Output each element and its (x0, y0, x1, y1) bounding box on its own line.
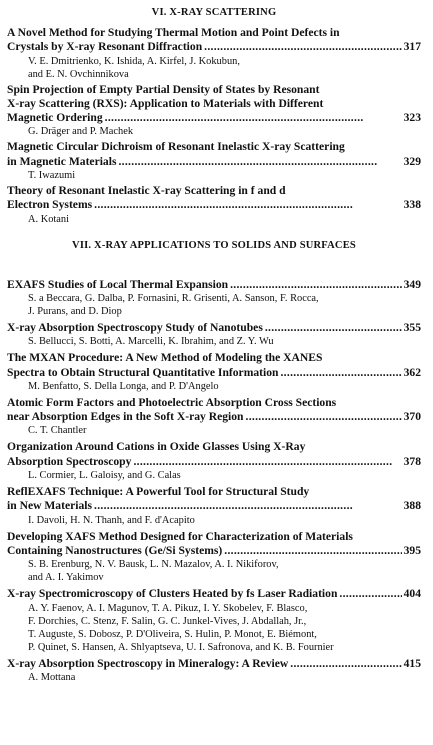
author-line: and A. I. Yakimov (28, 572, 104, 584)
entry-title-line: Containing Nanostructures (Ge/Si Systems) (7, 543, 223, 557)
entry-title-line: Crystals by X-ray Resonant Diffraction (7, 40, 203, 54)
author-line: P. Quinet, S. Hansen, A. Shlyaptseva, U. I. Safronova, and K. B. Fournier (28, 641, 334, 653)
entry-authors (7, 602, 421, 654)
author-line: A. Mottana (28, 671, 76, 683)
entry-authors (7, 213, 421, 226)
entry-authors (7, 169, 421, 182)
toc-entry[interactable] (7, 440, 421, 482)
dot-leader (118, 155, 401, 169)
entry-title-line: Theory of Resonant Inelastic X-ray Scattering in f and d (7, 184, 286, 198)
dot-leader (265, 321, 402, 335)
dot-leader (105, 111, 402, 125)
author-line: T. Auguste, S. Dobosz, P. D'Oliveira, S. Hulin, P. Monot, E. Biémont, (28, 628, 317, 640)
entry-title-line: EXAFS Studies of Local Thermal Expansion (7, 277, 229, 291)
page-number[interactable]: 317 (403, 40, 421, 54)
author-line: F. Dorchies, C. Stenz, F. Salin, G. C. Junkel-Vives, J. Abdallah, Jr., (28, 615, 307, 627)
toc-entry[interactable] (7, 278, 421, 318)
page-number[interactable]: 370 (403, 410, 421, 424)
author-line: S. Bellucci, S. Botti, A. Marcelli, K. Ibrahim, and Z. Y. Wu (28, 336, 274, 348)
page-number[interactable]: 323 (403, 111, 421, 125)
author-line: T. Iwazumi (28, 170, 76, 182)
section-entries (7, 278, 421, 684)
page-number[interactable]: 362 (403, 365, 421, 379)
entry-authors (7, 424, 421, 437)
entry-title-line: Spin Projection of Empty Partial Density of States by Resonant (7, 82, 320, 96)
author-line: S. B. Erenburg, N. V. Bausk, L. N. Mazalov, A. I. Nikiforov, (28, 559, 279, 571)
entry-title-line: near Absorption Edges in the Soft X-ray Region (7, 410, 244, 424)
dot-leader (133, 455, 401, 469)
author-line: S. a Beccara, G. Dalba, P. Fornasini, R. Grisenti, A. Sanson, F. Rocca, (28, 292, 319, 304)
entry-title-line: Organization Around Cations in Oxide Glasses Using X-Ray (7, 440, 306, 454)
dot-leader (339, 587, 401, 601)
entry-title-line: Electron Systems (7, 198, 93, 212)
page-number[interactable]: 378 (403, 454, 421, 468)
entry-title-line: Spectra to Obtain Structural Quantitative Information (7, 365, 279, 379)
author-line: L. Cormier, L. Galoisy, and G. Calas (28, 470, 181, 482)
dot-leader (204, 40, 401, 54)
toc-entry[interactable] (7, 530, 421, 585)
page-number[interactable]: 395 (403, 543, 421, 557)
author-line: V. E. Dmitrienko, K. Ishida, A. Kirfel, J. Kokubun, (28, 55, 240, 67)
toc-entry[interactable] (7, 396, 421, 438)
dot-leader (230, 278, 402, 292)
entry-title-line: X-ray Spectromicroscopy of Clusters Heated by fs Laser Radiation (7, 587, 338, 601)
entry-title-line: Absorption Spectroscopy (7, 454, 132, 468)
toc-entry[interactable] (7, 321, 421, 348)
section-entries (7, 26, 421, 226)
toc-entry[interactable] (7, 26, 421, 81)
author-line: J. Purans, and D. Diop (28, 305, 122, 317)
entry-title-line: Magnetic Ordering (7, 111, 103, 125)
dot-leader (224, 544, 401, 558)
author-line: C. T. Chantler (28, 425, 87, 437)
toc-entry[interactable] (7, 351, 421, 393)
entry-authors (7, 55, 421, 81)
author-line: G. Dräger and P. Machek (28, 126, 134, 138)
author-line: and E. N. Ovchinnikova (28, 68, 129, 80)
page-number[interactable]: 338 (403, 198, 421, 212)
entry-title-line: in Magnetic Materials (7, 154, 117, 168)
author-line: A. Kotani (28, 213, 69, 225)
author-line: I. Davoli, H. N. Thanh, and F. d'Acapito (28, 514, 195, 526)
entry-authors (7, 514, 421, 527)
toc-entry[interactable] (7, 83, 421, 139)
author-line: M. Benfatto, S. Della Longa, and P. D'Angelo (28, 380, 219, 392)
entry-title-line: Magnetic Circular Dichroism of Resonant Inelastic X-ray Scattering (7, 140, 345, 154)
toc-entry[interactable] (7, 657, 421, 684)
entry-title-line: in New Materials (7, 499, 93, 513)
toc-entry[interactable] (7, 140, 421, 182)
entry-title-line: Developing XAFS Method Designed for Characterization of Materials (7, 529, 353, 543)
entry-title-line: The MXAN Procedure: A New Method of Modeling the XANES (7, 351, 323, 365)
entry-authors (7, 380, 421, 393)
entry-authors (7, 335, 421, 348)
dot-leader (94, 499, 402, 513)
section-x-ray-scattering (7, 0, 421, 226)
dot-leader (94, 198, 401, 212)
page-number[interactable]: 388 (403, 499, 421, 513)
entry-authors (7, 292, 421, 318)
entry-title-line: Atomic Form Factors and Photoelectric Absorption Cross Sections (7, 395, 337, 409)
toc-entry[interactable] (7, 587, 421, 653)
dot-leader (246, 410, 402, 424)
dot-leader (280, 366, 401, 380)
page-number[interactable]: 355 (403, 320, 421, 334)
page-number[interactable]: 415 (403, 656, 421, 670)
entry-title-line: ReflEXAFS Technique: A Powerful Tool for Structural Study (7, 485, 310, 499)
section-heading: VII. X-RAY APPLICATIONS TO SOLIDS AND SURFACES (72, 239, 356, 251)
entry-title-line: X-ray Absorption Spectroscopy Study of Nanotubes (7, 320, 263, 334)
page-number[interactable]: 404 (403, 587, 421, 601)
entry-authors (7, 469, 421, 482)
entry-title-line: X-ray Absorption Spectroscopy in Mineralogy: A Review (7, 656, 289, 670)
entry-authors (7, 671, 421, 684)
toc-entry[interactable] (7, 184, 421, 226)
dot-leader (290, 657, 401, 671)
entry-title-line: X-ray Scattering (RXS): Application to Materials with Different (7, 96, 324, 110)
page-number[interactable]: 349 (403, 277, 421, 291)
entry-authors (7, 558, 421, 584)
entry-title-line: A Novel Method for Studying Thermal Motion and Point Defects in (7, 26, 340, 39)
page-number[interactable]: 329 (403, 154, 421, 168)
section-x-ray-applications (7, 240, 421, 684)
author-line: A. Y. Faenov, A. I. Magunov, T. A. Pikuz, I. Y. Skobelev, F. Blasco, (28, 602, 308, 614)
entry-authors (7, 125, 421, 138)
section-heading: VI. X-RAY SCATTERING (151, 7, 277, 18)
toc-entry[interactable] (7, 485, 421, 527)
